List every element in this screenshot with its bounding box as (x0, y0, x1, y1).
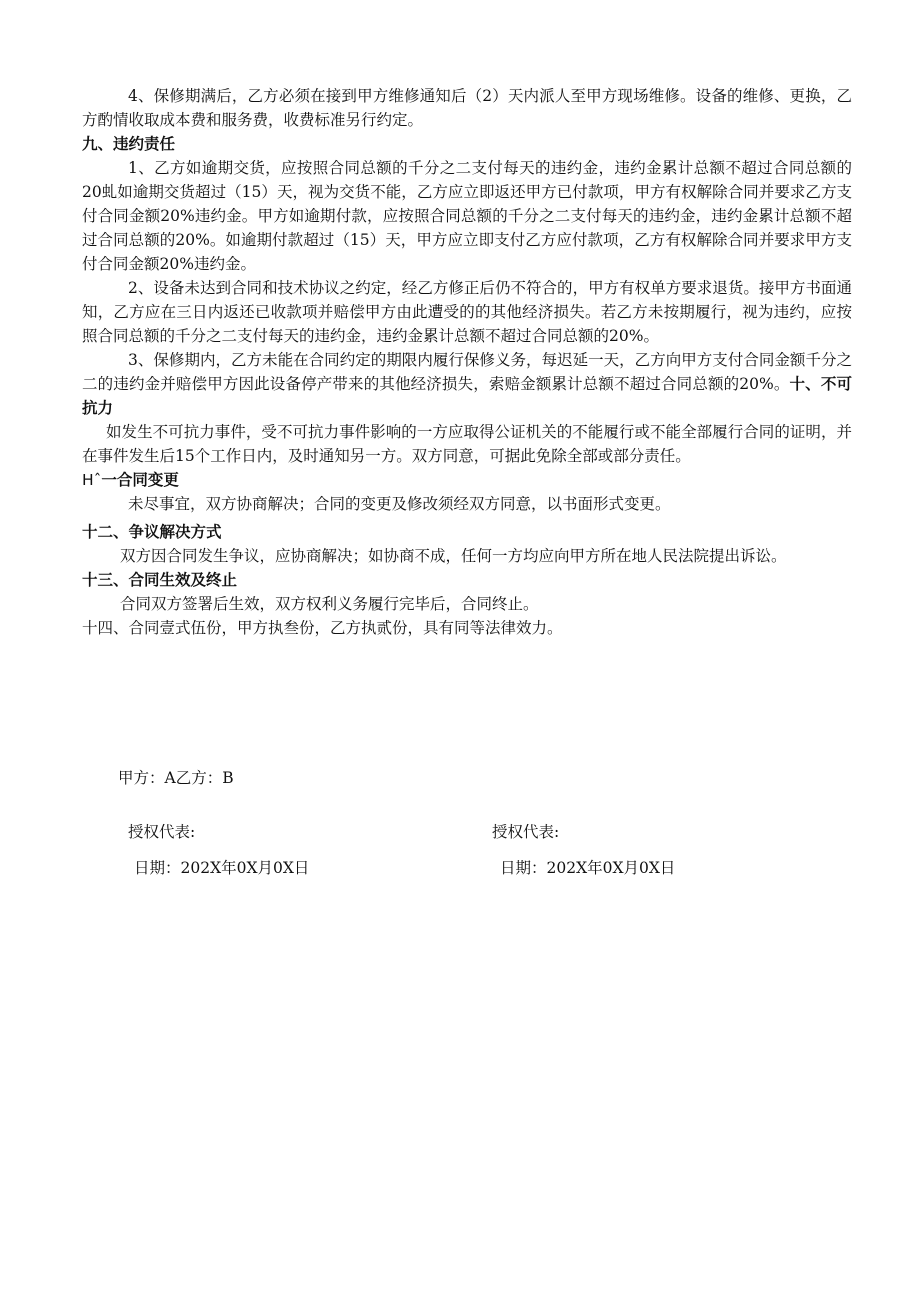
clause-11: 未尽事宜，双方协商解决；合同的变更及修改须经双方同意，以书面形式变更。 (128, 495, 671, 513)
clause-13: 合同双方签署后生效，双方权利义务履行完毕后，合同终止。 (120, 595, 539, 613)
clause-10: 如发生不可抗力事件，受不可抗力事件影响的一方应取得公证机关的不能履行或不能全部履行合同的证明，并在事件发生后15个工作日内，及时通知另一方。双方同意，可据此免除全部或部分责任。 (82, 423, 852, 465)
signature-parties: 甲方：A乙方：B (118, 769, 234, 787)
clause-9-1: 1、乙方如逾期交货，应按照合同总额的千分之二支付每天的违约金，违约金累计总额不超过合同总额的20虬如逾期交货超过（15）天，视为交货不能，乙方应立即返还甲方已付款项，甲方有权解除合同并要求乙方支付合同金额20%违约金。甲方如逾期付款，应按照合同总额的千分之二支付每天的违约金，违约金累计总额不超过合同总额的20%。如逾期付款超过（15）天，甲方应立即支付乙方应付款项，乙方有权解除合同并要求甲方支付合同金额20%违约金。 (82, 159, 852, 273)
signature-rep-left: 授权代表: (128, 823, 196, 841)
section-heading-11-title: 一合同变更 (101, 471, 179, 489)
clause-8-4: 4、保修期满后，乙方必须在接到甲方维修通知后（2）天内派人至甲方现场维修。设备的维修、更换，乙方酌情收取成本费和服务费，收费标准另行约定。 (82, 87, 852, 129)
signature-rep-right: 授权代表: (492, 823, 560, 841)
section-heading-13: 十三、合同生效及终止 (82, 571, 238, 589)
section-heading-11 (82, 468, 852, 492)
section-heading-9: 九、违约责任 (82, 135, 176, 153)
section-heading-10: 十、不可抗力 (82, 375, 852, 417)
signature-date-right: 日期：202X年0X月0X日 (500, 859, 676, 877)
clause-14: 十四、合同壹式伍份，甲方执叁份，乙方执贰份，具有同等法律效力。 (82, 619, 563, 637)
clause-9-2: 2、设备未达到合同和技术协议之约定，经乙方修正后仍不符合的，甲方有权单方要求退货。接甲方书面通知，乙方应在三日内返还已收款项并赔偿甲方由此遭受的的其他经济损失。若乙方未按期履行，视为违约，应按照合同总额的千分之二支付每天的违约金，违约金累计总额不超过合同总额的20%。 (82, 279, 852, 345)
signature-date-left: 日期：202X年0X月0X日 (134, 859, 310, 877)
clause-9-3-text: 3、保修期内，乙方未能在合同约定的期限内履行保修义务，每迟延一天，乙方向甲方支付合同金额千分之二的违约金并赔偿甲方因此设备停产带来的其他经济损失，索赔金额累计总额不超过合同总额的20%。 (82, 351, 852, 393)
contract-body (82, 84, 852, 640)
clause-12: 双方因合同发生争议，应协商解决；如协商不成，任何一方均应向甲方所在地人民法院提出诉讼。 (120, 547, 787, 565)
section-heading-12: 十二、争议解决方式 (82, 523, 222, 541)
clause-9-3 (82, 348, 852, 420)
section-heading-11-prefix: Hˆ (82, 471, 102, 489)
